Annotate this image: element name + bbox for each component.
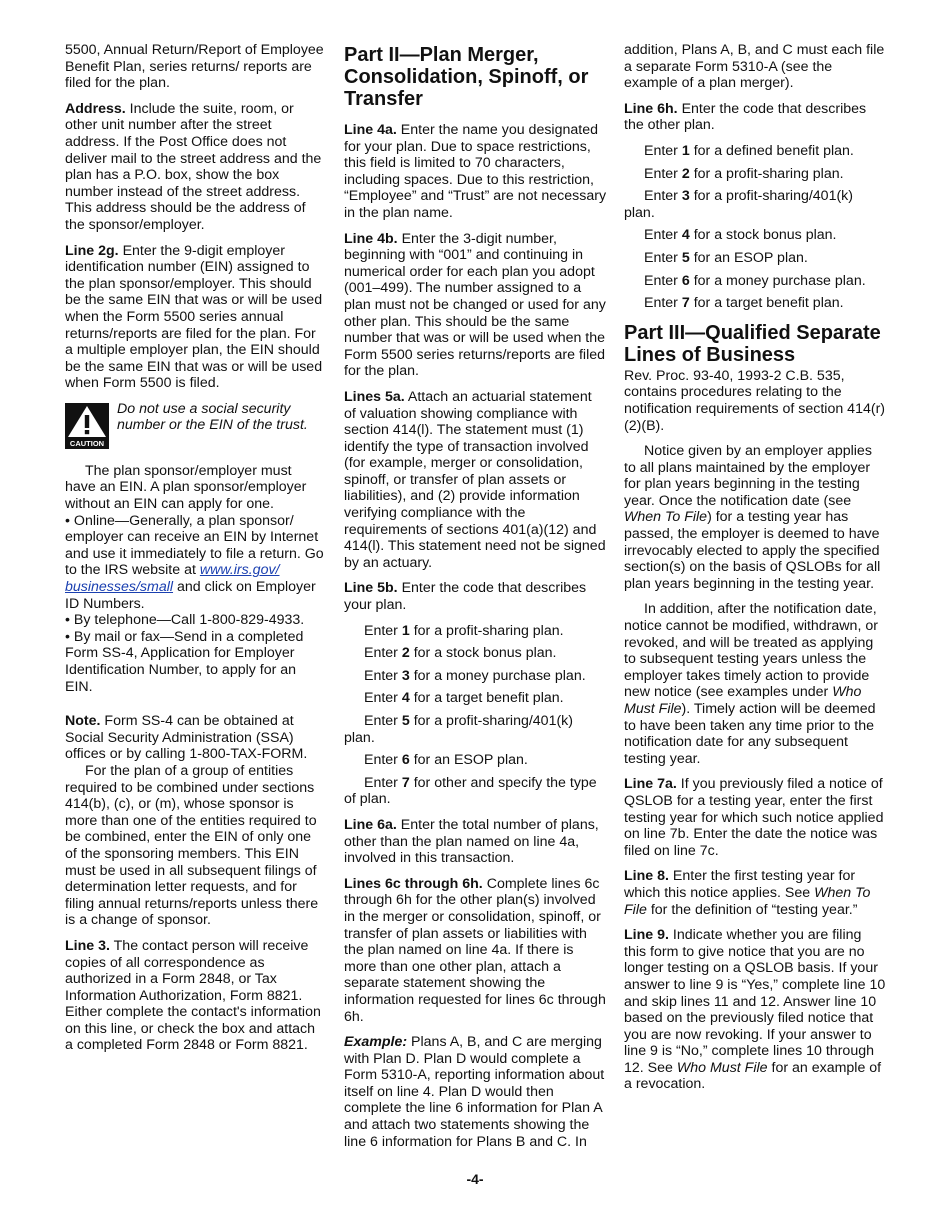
- paragraph-group: For the plan of a group of entities required to be combined under sections 414(b), (c), or (m), whose sponsor is more than one of the entities required to be combined, enter the EIN of only one of the sponsoring members. This EIN must be used in all subsequent filings of determination letter requests, and for filing annual returns/reports unless there is a change of sponsor.: [65, 762, 319, 929]
- bullet-phone: • By telephone—Call 1-800-829-4933.: [65, 612, 305, 629]
- label-example: Example:: [344, 1034, 408, 1051]
- paragraph-lines-6c: [344, 876, 607, 1025]
- paragraph-addition: In addition, after the notification date, notice cannot be modified, withdrawn, or revoked, and will be treated as applying to subsequent testing years unless the employer takes timely action to provide new notice (see examples under Who Must File). Timely action will be deemed to have been taken any time prior to the notification date for any subsequent testing year.: [624, 601, 878, 767]
- paragraph-sponsor: The plan sponsor/employer must have an EIN. A plan sponsor/employer without an EIN can apply for one.: [65, 462, 307, 513]
- heading-part-3: Part III—Qualified Separate Lines of Business: [624, 321, 881, 366]
- label-line-8: Line 8.: [624, 868, 669, 885]
- label-line-7a: Line 7a.: [624, 776, 677, 793]
- paragraph-intro: 5500, Annual Return/Report of Employee Benefit Plan, series returns/ reports are filed for the plan.: [65, 42, 324, 92]
- text-address: Include the suite, room, or other unit number after the street address. If the Post Office does not deliver mail to the street address and the plan has a P.O. box, show the box number instead of the street address. This address should be the address of the sponsor/employer.: [65, 100, 322, 233]
- text-online: Online—Generally, a plan sponsor/ employer can receive an EIN by Internet and use it immediately to file a return. Go to the IRS website at: [65, 512, 324, 579]
- label-lines-6c: Lines 6c through 6h.: [344, 875, 483, 892]
- paragraph-line-8: Line 8. Enter the first testing year for which this notice applies. See When To File for the definition of “testing year.”: [624, 868, 871, 918]
- code-item: Enter 3 for a money purchase plan.: [364, 667, 586, 684]
- label-line-6a: Line 6a.: [344, 816, 397, 833]
- code-item: Enter 4 for a stock bonus plan.: [644, 227, 837, 244]
- paragraph-line-7a: [624, 776, 886, 859]
- text-line-4a: Enter the name you designated for your plan. Due to space restrictions, this field is limited to 70 characters, including spaces. Due to this restriction, “Employee” and “Trust” are not necessary in the plan name.: [344, 122, 607, 221]
- caution-text: Do not use a social security number or the EIN of the trust.: [117, 400, 308, 434]
- paragraph-lines-5a: [344, 389, 607, 572]
- text-line-6a: Enter the total number of plans, other than the plan named on line 4a, involved in this transaction.: [344, 816, 599, 867]
- code-item: Enter 7 for a target benefit plan.: [644, 295, 844, 312]
- heading-part-2: Part II—Plan Merger, Consolidation, Spinoff, or Transfer: [344, 44, 589, 110]
- code-item: Enter 2 for a profit-sharing plan.: [644, 165, 844, 182]
- bullet-mail: • By mail or fax—Send in a completed Form SS-4, Application for Employer Identification Number, to apply for an EIN.: [65, 628, 304, 695]
- bullet-online: • Online—Generally, a plan sponsor/ employer can receive an EIN by Internet and use it immediately to file a return. Go to the IRS website at www.irs.gov/ businesses/small and click on Employer ID Numbers.: [65, 512, 324, 612]
- paragraph-rev-proc: Rev. Proc. 93-40, 1993-2 C.B. 535, contains procedures relating to the notification requirements of section 414(r)(2)(B).: [624, 367, 886, 434]
- label-line-2g: Line 2g.: [65, 242, 119, 259]
- paragraph-address: [65, 101, 325, 234]
- code-item: Enter 5 for an ESOP plan.: [644, 249, 808, 266]
- text-line-2g: Enter the 9-digit employer identification number (EIN) assigned to the plan sponsor/employer. This should be the same EIN that was or will be used when the Form 5500 series annual returns/reports are filed for the plan. For a multiple employer plan, the EIN should be the same EIN that was or will be used when Form 5500 is filed.: [65, 242, 323, 392]
- label-address: Address.: [65, 100, 126, 117]
- column-3: [624, 42, 886, 1102]
- text-lines-6c: Complete lines 6c through 6h for the other plan(s) involved in the merger or consolidation, spinoff, or transfer of plan assets or liabilities with the plan named on line 4a. If there is more than one other plan, attach a separate statement showing the information requested for lines 6c through 6h.: [344, 875, 606, 1025]
- text-online-end: and click on Employer ID Numbers.: [65, 579, 316, 612]
- text-line-4b: Enter the 3-digit number, beginning with “001” and continuing in numerical order for each plan you adopt (001–499). The number assigned to a plan must not be changed or used for any other plan. This should be the same number that was or will be used when the Form 5500 series returns/reports are filed for the plan.: [344, 230, 606, 380]
- column-2: [344, 42, 607, 1159]
- paragraph-line-4b: [344, 231, 607, 380]
- code-item: Enter 7 for other and specify the type of plan.: [344, 774, 597, 808]
- paragraph-line-2g: [65, 243, 325, 392]
- text-note: Form SS-4 can be obtained at Social Security Administration (SSA) offices or by calling 1-800-TAX-FORM.: [65, 713, 308, 763]
- code-item: Enter 5 for a profit-sharing/401(k) plan.: [344, 713, 574, 746]
- code-item: Enter 6 for a money purchase plan.: [644, 272, 866, 289]
- paragraph-continued: addition, Plans A, B, and C must each file a separate Form 5310-A (see the example of a plan merger).: [624, 42, 885, 92]
- paragraph-line-6a: [344, 817, 607, 867]
- text-line-5b: Enter the code that describes your plan.: [344, 580, 587, 614]
- text-line-6h: Enter the code that describes the other plan.: [624, 100, 867, 134]
- label-lines-5a: Lines 5a.: [344, 388, 405, 405]
- paragraph-line-3: [65, 938, 325, 1054]
- caution-icon: [65, 403, 109, 449]
- caution-box: [65, 401, 325, 453]
- text-line-7a: If you previously filed a notice of QSLOB for a testing year, enter the first testing year for which such notice applied on line 7b. Enter the date the notice was filed on line 7c.: [624, 776, 884, 859]
- paragraph-notice: Notice given by an employer applies to all plans maintained by the employer for plan years beginning in the testing year. Once the notification date (see When To File) for a testing year has passed, the employer is deemed to have irrevocably elected to apply the specified section(s) on the basis of QSLOBs for all plan years beginning in the testing year.: [624, 443, 881, 592]
- caution-label: CAUTION: [69, 438, 105, 448]
- label-note: Note.: [65, 713, 101, 730]
- code-item: Enter 3 for a profit-sharing/401(k) plan.: [624, 188, 854, 221]
- paragraph-line-4a: [344, 122, 607, 222]
- text-mail: By mail or fax—Send in a completed Form SS-4, Application for Employer Identification Number, to apply for an EIN.: [65, 628, 304, 695]
- column-1: [65, 42, 325, 1063]
- label-line-6h: Line 6h.: [624, 100, 678, 117]
- label-line-4b: Line 4b.: [344, 230, 398, 247]
- paragraph-note: [65, 713, 325, 763]
- code-item: Enter 1 for a defined benefit plan.: [644, 142, 854, 159]
- text-example: Plans A, B, and C are merging with Plan D. Plan D would complete a Form 5310-A, reporting information about itself on line 4. Plan D would then complete the line 6 information for Plan A and attach two statements showing the line 6 information for Plans B and C. In: [344, 1034, 605, 1150]
- label-line-4a: Line 4a.: [344, 122, 397, 138]
- irs-link[interactable]: www.irs.gov/ businesses/small: [65, 562, 280, 596]
- page-number: -4-: [466, 1171, 484, 1187]
- code-item: Enter 4 for a target benefit plan.: [364, 690, 564, 707]
- label-line-5b: Line 5b.: [344, 580, 398, 597]
- paragraph-example: [344, 1034, 607, 1150]
- code-item: Enter 2 for a stock bonus plan.: [364, 645, 557, 662]
- text-lines-5a: Attach an actuarial statement of valuation showing compliance with section 414(l). The statement must (1) identify the type of transaction involved (for example, merger or consolidation, spinoff, or transfer of plan assets or liabilities), and (2) provide information verifying compliance with the requirements of sections 401(a)(12) and 414(l). This statement need not be signed by an actuary.: [344, 388, 606, 571]
- text-line-3: The contact person will receive copies of all correspondence as authorized in a Form 2848, or Tax Information Authorization, Form 8821. Either complete the contact's information on this line, or check the box and attach a completed Form 2848 or Form 8821.: [65, 937, 321, 1054]
- text-phone: By telephone—Call 1-800-829-4933.: [73, 612, 305, 629]
- paragraph-line-5b: [344, 580, 607, 613]
- label-line-9: Line 9.: [624, 927, 669, 944]
- code-item: Enter 6 for an ESOP plan.: [364, 752, 528, 769]
- label-line-3: Line 3.: [65, 937, 110, 954]
- paragraph-line-9: Line 9. Indicate whether you are filing this form to give notice that you are no longer testing on a QSLOB basis. If your answer to line 9 is “Yes,” complete line 10 and skip lines 11 and 12. Answer line 10 based on the previously filed notice that you are now revoking. If your answer to line 9 is “No,” complete lines 10 through 12. See Who Must File for an example of a revocation.: [624, 927, 886, 1093]
- code-item: Enter 1 for a profit-sharing plan.: [364, 622, 564, 639]
- paragraph-line-6h: [624, 101, 886, 134]
